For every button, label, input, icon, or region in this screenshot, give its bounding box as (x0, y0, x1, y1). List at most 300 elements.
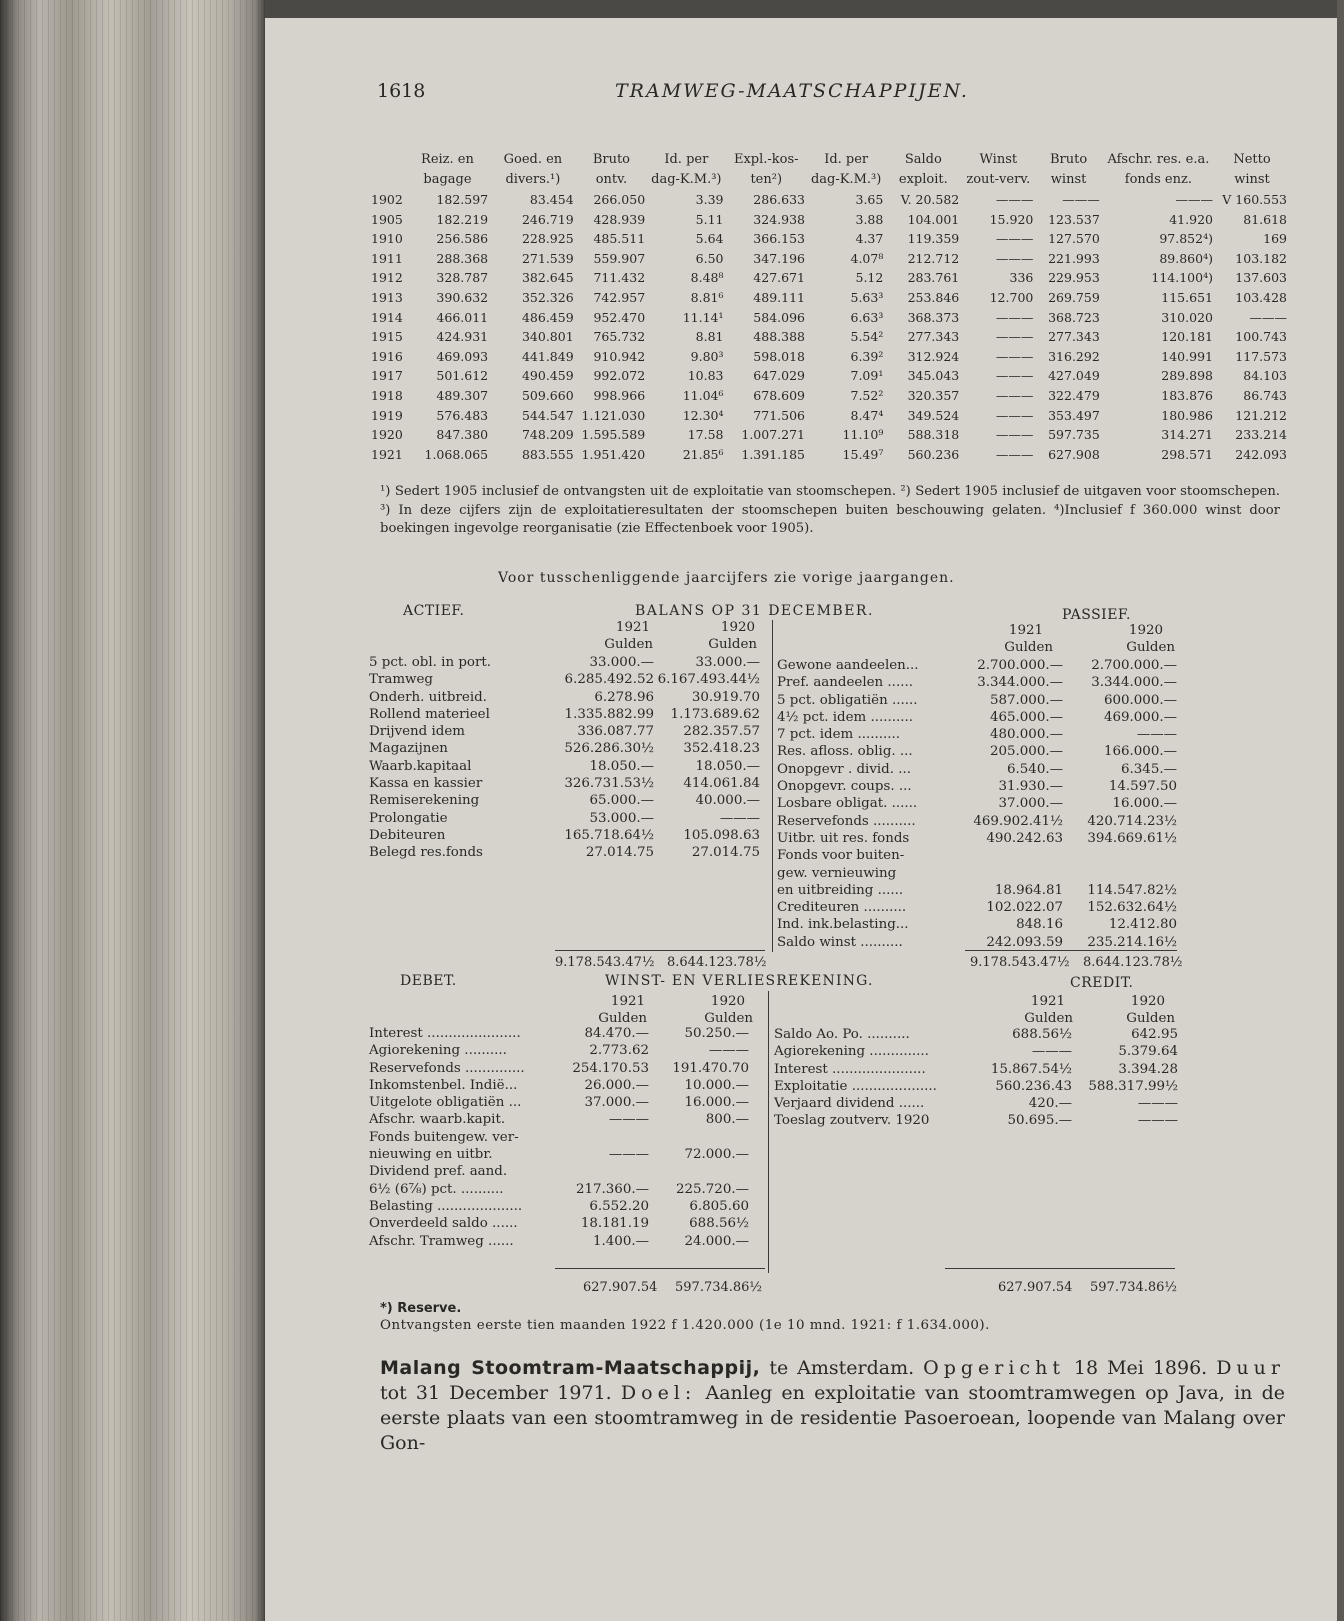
stats-value-cell: 544.547 (521, 407, 574, 423)
stats-year-cell: 1912 (371, 270, 403, 286)
credit-value-1921: 560.236.43 (995, 1078, 1072, 1094)
actief-label: Remiserekening (369, 793, 480, 809)
passief-value-1920: 114.547.82½ (1087, 882, 1177, 898)
credit-row (774, 1061, 1182, 1078)
credit-year1: 1921 (1030, 994, 1065, 1009)
passief-value-1921: 848.16 (1016, 917, 1063, 933)
stats-value-cell: 120.181 (1161, 329, 1213, 345)
passief-row (777, 726, 1181, 743)
debet-label: Interest ...................... (369, 1026, 521, 1041)
credit-row (774, 1026, 1182, 1043)
debet-value-1921: ——— (608, 1112, 649, 1128)
stats-value-cell: 11.14¹ (682, 309, 724, 325)
stats-value-cell: 246.719 (521, 211, 574, 227)
passief-value-1921: 31.930.— (998, 779, 1063, 795)
actief-value-1920: 105.098.63 (683, 827, 760, 843)
stats-value-cell: 9.80³ (690, 348, 724, 364)
stats-value-cell: 183.876 (1161, 387, 1213, 403)
stats-header-cell: Netto winst (1233, 152, 1271, 187)
book-page (265, 18, 1337, 1621)
credit-year2: 1920 (1130, 994, 1165, 1009)
actief-value-1921: 53.000.— (589, 810, 654, 826)
debet-total-rule (555, 1268, 765, 1269)
stats-row (369, 249, 1289, 269)
actief-value-1921: 1.335.882.99 (564, 706, 654, 722)
stats-value-cell: 233.214 (1235, 427, 1287, 443)
stats-value-cell: V. 20.582 (900, 192, 960, 207)
debet-value-1921: 254.170.53 (572, 1060, 649, 1076)
stats-value-cell: 352.326 (521, 289, 574, 305)
stats-value-cell: 345.043 (907, 368, 960, 384)
passief-row (777, 899, 1181, 916)
stats-value-cell: 15.920 (989, 211, 1034, 227)
stats-value-cell: ——— (995, 387, 1034, 403)
passief-label: 4½ pct. idem .......... (777, 709, 914, 725)
actief-value-1920: 40.000.— (695, 793, 760, 809)
stats-footnotes: ¹) Sedert 1905 inclusief de ontvangsten uit de exploitatie van stoomschepen. ²) Sedert 1905 inclusief de uitgaven voor stoomschepen. ³) In deze cijfers zijn de exploitatieresultaten der stoomschepen buiten beschouwing gelaten. ⁴)Inclusief f 360.000 winst door boekingen ingevolge reorganisatie (zie Effectenboek voor 1905). (380, 484, 1280, 536)
stats-value-cell: ——— (995, 348, 1034, 364)
stats-value-cell: 314.271 (1161, 427, 1213, 443)
stats-value-cell: 180.986 (1161, 407, 1213, 423)
stats-value-cell: 83.454 (529, 192, 574, 207)
stats-year-cell: 1911 (371, 250, 403, 266)
credit-value-1921: 420.— (1028, 1096, 1072, 1112)
stats-value-cell: 277.343 (907, 329, 960, 345)
stats-value-cell: 771.506 (753, 407, 805, 423)
book-page-edges (0, 0, 265, 1621)
stats-header-cell: Goed. en divers.¹) (503, 152, 563, 187)
debet-value-1920: 10.000.— (684, 1077, 749, 1093)
debet-value-1921: 1.400.— (593, 1233, 649, 1249)
passief-label: Gewone aandeelen... (777, 658, 919, 673)
debet-value-1921: 37.000.— (584, 1095, 649, 1111)
credit-value-1920: ——— (1137, 1096, 1178, 1112)
passief-value-1920: 469.000.— (1103, 709, 1177, 725)
stats-row (369, 210, 1289, 230)
stats-value-cell: 182.219 (436, 211, 489, 227)
passief-value-1920: 394.669.61½ (1087, 830, 1177, 846)
debet-value-1920: 225.720.— (675, 1181, 749, 1197)
stats-value-cell: 711.432 (593, 270, 646, 286)
stats-value-cell: 4.37 (855, 231, 884, 247)
top-shadow (265, 0, 1344, 18)
passief-value-1921: 587.000.— (989, 692, 1063, 708)
stats-row (369, 288, 1289, 308)
stats-row (369, 386, 1289, 406)
debet-list (369, 1025, 759, 1250)
passief-value-1920: 3.344.000.— (1091, 675, 1177, 691)
stats-value-cell: 228.925 (521, 231, 574, 247)
actief-value-1920: 414.061.84 (683, 776, 760, 792)
passief-label: Losbare obligat. ...... (777, 796, 918, 812)
stats-header-cell: Bruto ontv. (592, 152, 631, 187)
stats-header-cell: Expl.-kos-ten²) (733, 152, 799, 187)
actief-value-1921: 18.050.— (589, 758, 654, 774)
stats-value-cell: 100.743 (1235, 329, 1287, 345)
passief-value-1921: 205.000.— (989, 744, 1063, 760)
stats-value-cell: 7.52² (850, 387, 884, 403)
stats-header-cell: Bruto winst (1049, 152, 1088, 187)
stats-value-cell: 910.942 (593, 348, 646, 364)
stats-value-cell: 104.001 (907, 211, 960, 227)
passief-row (777, 813, 1181, 830)
debet-label: Belasting .................... (369, 1198, 523, 1214)
passief-row (777, 674, 1181, 691)
stats-value-cell: ——— (995, 309, 1034, 325)
stats-value-cell: ——— (995, 427, 1034, 443)
passief-value-1920: 166.000.— (1103, 744, 1177, 760)
credit-label: Agiorekening .............. (774, 1044, 929, 1060)
actief-label: Kassa en kassier (369, 776, 483, 792)
credit-value-1921: 15.867.54½ (990, 1061, 1072, 1077)
debet-year1: 1921 (610, 994, 645, 1009)
passief-label: Res. afloss. oblig. ... (777, 744, 913, 760)
receipts-note: Ontvangsten eerste tien maanden 1922 f 1.420.000 (1e 10 mnd. 1921: f 1.634.000). (380, 1318, 990, 1333)
passief-total-1920: 8.644.123.78½ (1083, 955, 1183, 970)
passief-value-1921: 3.344.000.— (977, 675, 1063, 691)
stats-value-cell: 229.953 (1048, 270, 1100, 286)
actief-label: ACTIEF. (403, 603, 465, 619)
actief-row (369, 740, 764, 757)
passief-row (777, 865, 1181, 882)
stats-value-cell: 7.09¹ (850, 368, 884, 384)
stats-value-cell: 271.539 (521, 250, 574, 266)
stats-row (369, 229, 1289, 249)
debet-label: Afschr. waarb.kapit. (369, 1112, 506, 1128)
stats-value-cell: 501.612 (436, 368, 489, 384)
stats-value-cell: 316.292 (1048, 348, 1100, 364)
stats-value-cell: 21.85⁶ (682, 446, 724, 462)
stats-value-cell: 322.479 (1048, 387, 1100, 403)
credit-row (774, 1078, 1182, 1095)
credit-label: Verjaard dividend ...... (774, 1096, 925, 1112)
stats-value-cell: 5.12 (855, 270, 884, 286)
debet-row (369, 1042, 759, 1059)
stats-value-cell: 3.88 (855, 211, 884, 227)
stats-value-cell: 289.898 (1161, 368, 1213, 384)
stats-value-cell: 5.64 (695, 231, 724, 247)
stats-value-cell: 576.483 (436, 407, 489, 423)
stats-year-cell: 1920 (371, 427, 403, 443)
passief-label: Saldo winst .......... (777, 934, 903, 950)
stats-value-cell: 324.938 (753, 211, 805, 227)
debet-total-1920: 597.734.86½ (675, 1280, 763, 1295)
debet-value-1920: 50.250.— (684, 1026, 749, 1041)
passief-row (777, 882, 1181, 899)
stats-row (369, 445, 1289, 465)
stats-value-cell: 89.860⁴) (1159, 250, 1213, 266)
passief-label: Pref. aandeelen ...... (777, 675, 913, 691)
debet-value-1920: 800.— (705, 1112, 749, 1128)
stats-value-cell: 212.712 (907, 250, 960, 266)
stats-value-cell: 328.787 (436, 270, 489, 286)
debet-unit1: Gulden (598, 1011, 647, 1026)
stats-value-cell: 486.459 (521, 309, 574, 325)
debet-value-1921: 84.470.— (584, 1026, 649, 1041)
debet-value-1921: 217.360.— (575, 1181, 649, 1197)
passief-label: Ind. ink.belasting... (777, 917, 909, 933)
stats-header-cell: Reiz. en bagage (421, 152, 474, 187)
passief-value-1921: 480.000.— (989, 727, 1063, 743)
stats-value-cell: 117.573 (1235, 348, 1287, 364)
company-text-4: Aanleg en exploitatie van stoomtramwegen op Java, in de eerste plaats van een stoomtramweg in de residentie Pasoeroean, loopende van Malang over Gon- (380, 1382, 1285, 1454)
stats-year-cell: 1916 (371, 348, 403, 364)
stats-value-cell: 424.931 (436, 329, 489, 345)
stats-value-cell: 1.068.065 (424, 446, 489, 462)
stats-value-cell: 127.570 (1048, 231, 1100, 247)
debet-value-1920: 24.000.— (684, 1233, 749, 1249)
passief-value-1920: 420.714.23½ (1087, 813, 1177, 829)
actief-total-rule (555, 950, 765, 951)
stats-value-cell: 748.209 (521, 427, 574, 443)
debet-row (369, 1215, 759, 1232)
credit-row (774, 1043, 1182, 1060)
balance-divider (772, 620, 773, 952)
stats-year-cell: 1918 (371, 387, 403, 403)
actief-value-1920: 33.000.— (695, 655, 760, 670)
debet-row (369, 1111, 759, 1128)
label-doel: Doel: (620, 1382, 697, 1404)
debet-row (369, 1077, 759, 1094)
actief-year2: 1920 (720, 620, 755, 635)
stats-value-cell: 490.459 (521, 368, 574, 384)
operating-statistics-table (369, 150, 1289, 464)
stats-value-cell: 5.11 (695, 211, 724, 227)
stats-header-cell: Afschr. res. e.a. fonds enz. (1107, 152, 1210, 187)
stats-year-cell: 1902 (371, 192, 403, 207)
stats-value-cell: 12.30⁴ (682, 407, 724, 423)
credit-list (774, 1026, 1182, 1130)
credit-label: Exploitatie .................... (774, 1078, 937, 1094)
stats-header-cell: Id. per dag-K.M.³) (810, 152, 882, 187)
stats-value-cell: 119.359 (907, 231, 960, 247)
stats-value-cell: 509.660 (521, 387, 574, 403)
stats-value-cell: 6.63³ (850, 309, 884, 325)
credit-total-rule (945, 1268, 1175, 1269)
stats-value-cell: 8.81 (695, 329, 724, 345)
passief-total-rule (965, 950, 1177, 951)
stats-value-cell: 86.743 (1243, 387, 1287, 403)
passief-row (777, 657, 1181, 674)
stats-value-cell: ——— (995, 192, 1034, 207)
debet-row (369, 1146, 759, 1163)
actief-row (369, 671, 764, 688)
actief-row (369, 723, 764, 740)
stats-value-cell: ——— (1249, 309, 1287, 325)
actief-label: Waarb.kapitaal (369, 758, 472, 774)
passief-label: Onopgevr. coups. ... (777, 779, 912, 795)
passief-value-1920: 152.632.64½ (1087, 900, 1177, 916)
credit-unit2: Gulden (1126, 1011, 1175, 1026)
credit-value-1921: 688.56½ (1012, 1027, 1072, 1042)
debet-total-1921: 627.907.54 (583, 1280, 658, 1295)
stats-value-cell: ——— (995, 250, 1034, 266)
stats-year-cell: 1905 (371, 211, 403, 227)
passief-label: gew. vernieuwing (777, 865, 897, 881)
debet-value-1920: 191.470.70 (672, 1060, 749, 1076)
stats-value-cell: 368.373 (907, 309, 960, 325)
actief-value-1921: 526.286.30½ (564, 741, 654, 757)
stats-value-cell: 41.920 (1169, 211, 1213, 227)
actief-value-1921: 165.718.64½ (564, 827, 654, 843)
stats-value-cell: 883.555 (521, 446, 574, 462)
passief-value-1920: 14.597.50 (1108, 779, 1177, 795)
debet-label: Inkomstenbel. Indië... (369, 1077, 518, 1093)
company-text-1: te Amsterdam. (760, 1357, 924, 1379)
stats-value-cell: 12.700 (989, 289, 1034, 305)
stats-value-cell: 10.83 (687, 368, 724, 384)
actief-row (369, 810, 764, 827)
stats-value-cell: 11.04⁶ (682, 387, 724, 403)
stats-value-cell: 5.54² (850, 329, 884, 345)
stats-value-cell: ——— (995, 407, 1034, 423)
debet-value-1921: 26.000.— (584, 1077, 649, 1093)
debet-value-1921: 18.181.19 (580, 1216, 649, 1232)
debet-row (369, 1181, 759, 1198)
passief-value-1921: 37.000.— (998, 796, 1063, 812)
passief-value-1921: 18.964.81 (994, 882, 1063, 898)
stats-value-cell: ——— (1062, 192, 1100, 207)
passief-unit2: Gulden (1126, 640, 1175, 655)
stats-value-cell: 310.020 (1161, 309, 1213, 325)
passief-value-1921: 6.540.— (1007, 761, 1063, 777)
stats-value-cell: 427.671 (753, 270, 805, 286)
passief-row (777, 847, 1181, 864)
passief-label: Reservefonds .......... (777, 813, 916, 829)
passief-row (777, 778, 1181, 795)
stats-value-cell: 137.603 (1235, 270, 1287, 286)
stats-value-cell: 182.597 (436, 192, 489, 207)
stats-value-cell: 340.801 (521, 329, 574, 345)
pl-divider (768, 991, 769, 1273)
stats-year-cell: 1914 (371, 309, 403, 325)
actief-row (369, 758, 764, 775)
stats-value-cell: 8.81⁶ (690, 289, 724, 305)
credit-unit1: Gulden (1024, 1011, 1073, 1026)
company-text-2: 18 Mei 1896. (1064, 1357, 1217, 1379)
credit-total-1920: 597.734.86½ (1090, 1280, 1178, 1295)
stats-value-cell: 366.153 (753, 231, 805, 247)
stats-value-cell: 17.58 (687, 427, 724, 443)
passief-value-1920: 600.000.— (1103, 692, 1177, 708)
debet-value-1920: 72.000.— (684, 1147, 749, 1163)
company-text-3: tot 31 December 1971. (380, 1382, 621, 1404)
stats-year-cell: 1913 (371, 289, 403, 305)
label-opgericht: Opgericht (923, 1357, 1065, 1379)
credit-value-1921: ——— (1031, 1044, 1072, 1060)
stats-value-cell: 627.908 (1048, 446, 1100, 462)
stats-value-cell: 765.732 (593, 329, 646, 345)
stats-header-cell: Winst zout-verv. (966, 152, 1031, 187)
passief-value-1921: 242.093.59 (986, 934, 1063, 950)
passief-year2: 1920 (1128, 623, 1163, 638)
stats-value-cell: ——— (995, 231, 1034, 247)
stats-value-cell: 489.111 (753, 289, 805, 305)
passief-row (777, 830, 1181, 847)
stats-value-cell: 123.537 (1048, 211, 1100, 227)
actief-value-1921: 33.000.— (589, 655, 654, 670)
passief-value-1921: 469.902.41½ (973, 813, 1063, 829)
stats-value-cell: 283.761 (907, 270, 960, 286)
debet-label: Afschr. Tramweg ...... (369, 1233, 514, 1249)
passief-row (777, 743, 1181, 760)
stats-row (369, 425, 1289, 445)
actief-label: Rollend materieel (369, 706, 490, 722)
stats-value-cell: 489.307 (436, 387, 489, 403)
stats-value-cell: 598.018 (753, 348, 805, 364)
running-head: TRAMWEG-MAATSCHAPPIJEN. (615, 80, 969, 102)
stats-value-cell: 847.380 (436, 427, 489, 443)
stats-value-cell: 560.236 (907, 446, 960, 462)
stats-value-cell: 114.100⁴) (1151, 270, 1213, 286)
actief-row (369, 706, 764, 723)
actief-label: Magazijnen (369, 741, 448, 757)
debet-value-1920: ——— (708, 1043, 749, 1059)
debet-label: Agiorekening .......... (369, 1043, 507, 1059)
passief-value-1920: 6.345.— (1121, 761, 1177, 777)
stats-row (369, 268, 1289, 288)
stats-value-cell: 84.103 (1243, 368, 1287, 384)
stats-row (369, 406, 1289, 426)
passief-row (777, 916, 1181, 933)
stats-value-cell: 1.951.420 (581, 446, 646, 462)
stats-value-cell: 11.10⁹ (842, 427, 884, 443)
debet-row (369, 1129, 759, 1146)
debet-value-1921: 2.773.62 (589, 1043, 649, 1059)
stats-value-cell: 428.939 (593, 211, 646, 227)
company-entry (380, 1356, 1285, 1456)
passief-value-1920: 235.214.16½ (1087, 934, 1177, 950)
actief-label: Tramweg (369, 672, 433, 688)
actief-row (369, 827, 764, 844)
actief-year1: 1921 (615, 620, 650, 635)
debet-row (369, 1163, 759, 1180)
credit-label: CREDIT. (1070, 975, 1134, 991)
stats-value-cell: 8.48⁸ (690, 270, 724, 286)
credit-value-1920: 642.95 (1131, 1027, 1178, 1042)
actief-label: Prolongatie (369, 810, 448, 826)
passief-value-1920: 2.700.000.— (1091, 658, 1177, 673)
stats-row (369, 327, 1289, 347)
stats-value-cell: 742.957 (593, 289, 646, 305)
reserve-note: *) Reserve. (380, 1301, 462, 1316)
stats-year-cell: 1921 (371, 446, 403, 462)
stats-value-cell: 140.991 (1161, 348, 1213, 364)
passief-label: 7 pct. idem .......... (777, 727, 901, 743)
passief-value-1921: 102.022.07 (986, 900, 1063, 916)
passief-unit1: Gulden (1004, 640, 1053, 655)
stats-value-cell: 597.735 (1048, 427, 1100, 443)
debet-value-1921: 6.552.20 (589, 1198, 649, 1214)
stats-value-cell: 588.318 (907, 427, 960, 443)
actief-value-1921: 27.014.75 (585, 845, 654, 861)
stats-value-cell: 115.651 (1161, 289, 1213, 305)
debet-value-1920: 6.805.60 (689, 1198, 749, 1214)
actief-total-1921: 9.178.543.47½ (555, 955, 655, 970)
stats-value-cell: 998.966 (593, 387, 646, 403)
debet-year2: 1920 (710, 994, 745, 1009)
credit-label: Saldo Ao. Po. .......... (774, 1027, 910, 1042)
passief-value-1920: ——— (1136, 727, 1177, 743)
actief-value-1921: 65.000.— (589, 793, 654, 809)
passief-value-1921: 465.000.— (989, 709, 1063, 725)
stats-header-cell: Id. per dag-K.M.³) (651, 152, 722, 187)
actief-row (369, 792, 764, 809)
actief-value-1920: 18.050.— (695, 758, 760, 774)
stats-value-cell: 485.511 (593, 231, 646, 247)
actief-value-1920: 282.357.57 (683, 724, 760, 740)
label-duur: Duur (1216, 1357, 1285, 1379)
